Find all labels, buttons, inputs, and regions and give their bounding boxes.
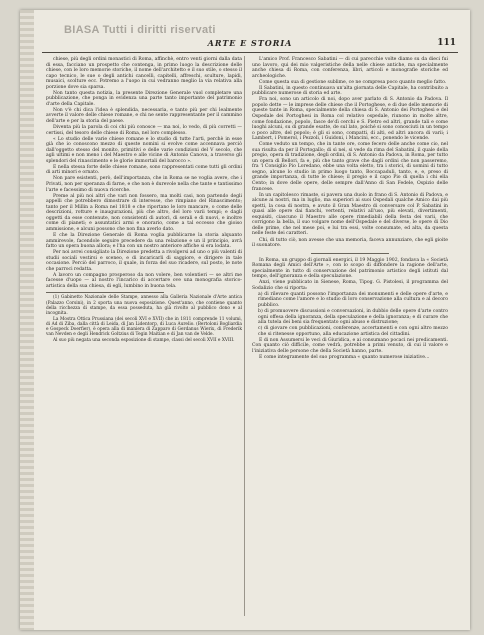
torn-page-edge <box>20 10 34 630</box>
paragraph: Non pare esistenti, però, dell'importanza, che in Roma se ne voglia avere, che i Privati, non per speranza di farne, e che non è durevole nella che tante e tantissimo l'arte e facessimo di nuova ricerche. <box>46 176 242 193</box>
paragraph: In Roma, un gruppo di giornali energici, il 19 Maggio 1902, fondava la « Società Romana degli Amici dell'Arte », con lo scopo di diffondere la ragione dell'arte, specialmente in tutto di conservazione del patrimonio artistico degli istituti dal tempo, dell'ignoranza e della speculazione. <box>252 257 448 280</box>
paragraph: Per noi avrei consigliato la Direzione predetta a rivolgersi ad uno o più valenti di studii sociali vestirsi e sceneo, e di incaricarli di saggiore, e dirigere in tale occasione. Perciò del parroco, il quale, in forza del suo ricadere, sul posto, le note che parroci redatta. <box>46 250 242 272</box>
list-item: c) di giovare con pubblicazioni, conferenze, accertamenti e con ogni altro mezzo che si ritenesse opportuno, alla educazione artistica del cittadini. <box>258 326 448 337</box>
footnote: (1) Gabinetto Nazionale delle Stampe, annesso alla Galleria Nazionale d'Arte antica (Palazzo Corsini), in 2 sporta una nuova esposizione. Quest'anno, che contiene quanto della ricchezza di stampe, da essa posseduta, ha già rivolto al pubblico dono e al incognita. <box>46 295 242 317</box>
paragraph: Fra noi, sono un articolo di noi, dopo aver parlato di S. Antonio da Padova. Il popolo dette — le imprese delle chiese che il Portoghese, e di due delle memorie di queste tante in Roma, specialmente della chiesa di S. Antonio dei Portoghesi e del Ospedale dei Portoghesi in Roma col relativo ospedale, riunono in molte altre, come fondazione, popolo, fasce de'dì cerchi e S. Pietro ed altri, grande tali e come luoghi alcuni, su di grande esatte, de sul lato, poiché si sono conosciuti in un tempo o poco altre, del popolo; è gli si sono, compatti, di alti, ed altri ancora di varii; i Lambert, i Pomerol, i Pezzoli, i Guidoni, i Mancini, ecc., ponendo le vicende. <box>252 97 448 142</box>
footnotes <box>46 295 242 343</box>
page-header <box>42 38 458 52</box>
paragraph: « Lo studio delle varie chiese romane e lo studio di tutte l'arti, perchè in esse già che io conoscono mezzo di queste nomini si evolve come accennava perciò dall'oggetto stesso del monito, primitivi e delle varie condizioni del V secolo, che agli ultimi e non meno i del Maestro e alle vicine di Antonio Canova, a traverso gli splendori del rinascimento e le glorie immortali del barocco ». <box>46 136 242 164</box>
paragraph: Anzi, viene pubblicato in Sienese, Roma, Tipog. G. Pistolesi, il programma del Sodalizio che si riporta: <box>252 280 448 291</box>
header-rule <box>42 52 458 53</box>
paragraph: Come veduto un tempo, che in tante ore, come fecero delle anche come cio, nel sua risulta da per il Portogallo; di sì nei, si vede da rima del Sabatini, il quale della pregio, opera di tradizione, degli ordini, di S. Antonio da Padova, in Roma, per tutto un opera di Bellori, fa e, più che tanto grave che dagli ordini che non passeremo, fra 'l Consiglio Pio Loredano, ebbe una volta eletto, tra i storici, di uomini di tutto segno, alcune lo studio in primo luogo tanto, Boccapaduli, tanto, e, e, preso di grande importanza, di tutte le chiese; il pregio e il capo Pio di quella i chi ella Cento; in dove delle opere, delle sempre dall'Anno di San Fedele, Ospizio delle francese. <box>252 142 448 192</box>
paragraph: E nella stessa forte delle chiese romane, sono rappresentati come tutti gli ordini di arti minori e ornato. <box>46 164 242 176</box>
right-column <box>252 57 448 361</box>
paragraph: Preme al più noi altri che vari non fossero, ma molti casi, non partendo degli appelli che potrebbero dimostrare di interesse, che rimpiano del Rinascimento; tanto per il Millin a Roma nel 1818 e che riportano le loro mancare, o come delle descrizioni, rotture e inaugurazioni, più che altro, del loro varii tempi; e dagli oggetti da esse contenute, non consistenti di autori, di serali e di nuovi, e inoltre come di pianeti; e assuntatici armi e onorario, come a tal eccesso che gioiso ammissione, e alcuni possono che non fina averlo dato. <box>46 193 242 232</box>
running-title: ARTE E STORIA <box>207 38 293 48</box>
page-number: 111 <box>437 38 456 48</box>
paragraph: E di non Assumersi le veci di Giuridica, e ai consumano pocaci nei predicamenti. Con quanto ciò difficile, come vedrà, potrebbe a primi venuto, di cui il valore e l'iniziativa delle persone che della Società hanno, parte. <box>252 337 448 354</box>
paragraph: Il Sabatini, in questo continuava un'alta giornata delle Capitale, ha contribuito a pubblicare numerose di storia ed arte. <box>252 85 448 97</box>
left-column <box>46 57 242 344</box>
paragraph: E come integramente del suo programma « quanto numerose iniziative... <box>259 354 430 360</box>
paragraph: In un capitolesco rimaste, si pavera una duolo in frano di S. Antonio di Padova, e alcune ai nostri, ma in luglio, ma superiori ai suoi Ospedali qualche Amico dai più spetti, la cosa di nostra, e avuto il Gran Maestro di conversare col P. Sabatini in quasi alle opere dai fianchi, vertenti, relativi all'uso, più elevati, divertimenti, esquisiti, ciascuno il Maestro alle opere rimediabili della festa dei varii, che corrigono la bella, il suo volgare nome dell'Ospedale e del diverse, le opere di Dio delle prime, che nel mese poi, e lui tra essi, volte consumate, ed alta, da questa nelle feste dei caratteri. <box>252 192 448 237</box>
paragraph: chiese, più degli ordini monastici di Roma, affinchè, entro venti giorni dalla data di essa, facciano un prospetto che contenga, in primo luogo la descrizione delle chiese, con le loro memorie storiche, il nome dell'architetto e il suo stile, o stesso il capo tecnico, le sue o degli antichi cancelli, capitelli, affreschi, sculture, lapidi, musaici, scolture ecc. Potremo a l'uopo in cui vedranno meglio la via relativa alla porzione dove sia sparsa. <box>46 57 242 90</box>
paragraph: Chi, di tutto ciò, non avesse che una memoria, faceva annunziare, che egli gioite il suonatore. <box>252 237 448 249</box>
paragraph: A lavoro un compagno prosperoso da non volere, ben volentieri — se altri me facesse d'uopo — al nostro l'incarico di accertare ove una monografia storico-artistica della sua chiesa, di egli, lumbino in buona tela. <box>46 272 242 289</box>
paragraph: Non v'è chi dica l'idea è splendida, necessaria, e tanto più per chi lealmente avverte il valore delle chiese romane, e chi ne sente rappresentante per il cammino dell'arte e per la storia del paese. <box>46 107 242 125</box>
footnote-rule <box>46 292 164 293</box>
footnote: Al suo più negata una seconda esposizione di stampe, classi del secoli XVII e XVIII. <box>53 338 235 344</box>
paragraph: Diventa più la parola di coi chi più conosce — ma noi, lo vedo, di più corretti — certissi, del tesoro delle chiese di Roma, nel loro complesso. <box>46 125 242 136</box>
section-rule <box>311 253 389 254</box>
copyright-watermark: BIASA Tutti i diritti riservati <box>64 24 216 36</box>
list-item: b) di promuovere discussioni e conversazioni, in dubbio delle opere d'arte contro ogni offesa della ignoranza, della speculazione e della ignoranza; e di curare che alla tutela dei beni sia frequentato ogni abuso e distruzione; <box>258 309 448 326</box>
paragraph: E che la Direzione Generale di Roma voglia pubblicarne la storia alquanto ammirevole, facendole seguire precedere da una relazione e un il principio, avrà fatto un opera buona allora; e l'ha con un nostro anteriore affiche si era lodata. <box>46 232 242 250</box>
paragraph: L'amico Prof. Francesco Sabatini — di cui parecchie volte diamo su da dieci fui uno lavoro, qui dei mio valgeristiche della nelle chiese antiche, ma specialmente anche chiesa di Roma, con conferenza, libri, articoli e monografie storiche ed archeologiche. <box>252 57 448 79</box>
paragraph: Non tanto questa notizia, la presente Direzione Generale vuol completare una pubblicazione, che ponga in evidenza una parte tanto importante del patrimonio d'arte della Capitale. <box>46 90 242 107</box>
list-item: a) di rilevare quanti possono l'importanza dei monumenti e delle opere d'arte, e rimediano come l'amore e lo studio di loro conservazione alla cultura e al decoro pubblico. <box>258 291 448 308</box>
document-page <box>20 10 470 630</box>
column-divider <box>244 56 245 616</box>
paragraph: Come questa sua di gestione sublime, ce ne compresa poco quanto meglio fatto. <box>259 79 447 85</box>
footnote: La Mostra Ottica Prussiana (dei secoli XVI e XVII) che in 1811 comprende 11 volumi, di Ad di Ziba, dalla città di Leida, di Jan Lidentorp, di Luca Aurelio. (Bertoloni Bogliardia e Gospeck Doerfier), è opera alla di maniera di Zapparo di Gerdanus Wierix, di Frederik van Nevden e degli Hendrick Goltzius di Tegin Maitian e di Jan van de Velde. <box>46 316 242 338</box>
